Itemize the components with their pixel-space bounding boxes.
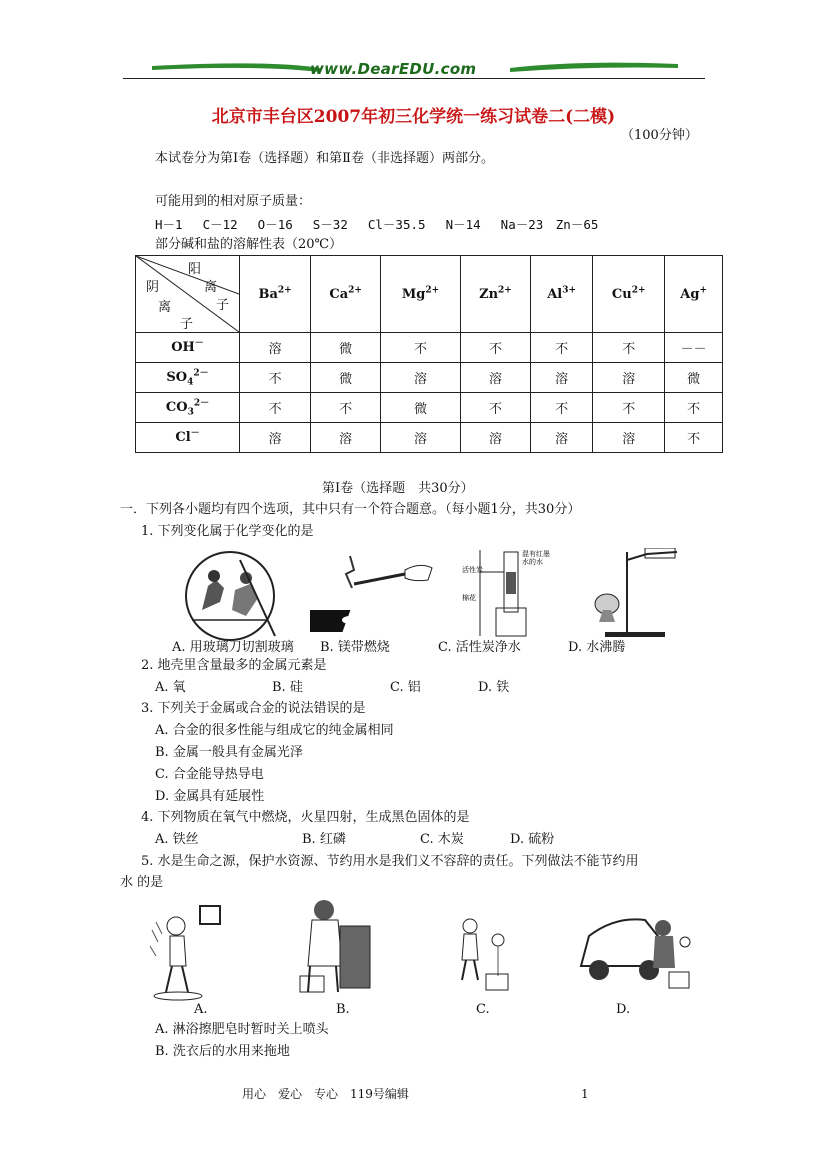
table-cell: 溶: [593, 363, 665, 393]
cation-ag: Ag+: [665, 256, 723, 333]
q2-stem: 2. 地壳里含量最多的金属元素是: [141, 658, 327, 673]
section1-heading: 第Ⅰ卷（选择题 共30分）: [322, 481, 474, 496]
table-cell: 不: [665, 423, 723, 453]
q5-option-a[interactable]: A. 淋浴擦肥皂时暂时关上喷头: [155, 1022, 329, 1037]
q3-option-a[interactable]: A. 合金的很多性能与组成它的纯金属相同: [155, 723, 394, 738]
table-cell: 溶: [593, 423, 665, 453]
corner-cation-2: 离: [204, 280, 218, 295]
q5-pic-a-shower: [148, 900, 233, 1002]
q1-pic-d-boiling-water: [585, 548, 685, 640]
intro-text: 本试卷分为第Ⅰ卷（选择题）和第Ⅱ卷（非选择题）两部分。: [155, 151, 494, 166]
q5-pic-c-tap: [440, 912, 510, 996]
q1-pic-c-carbon-filter: [460, 548, 560, 640]
table-cell: 不: [460, 393, 530, 423]
q1-caption-c: C. 活性炭净水: [438, 640, 521, 655]
cation-ca: $Ca^{2+}$: [311, 256, 381, 333]
table-cell: 不: [531, 393, 593, 423]
cation-mg: $Mg^{2+}$: [381, 256, 461, 333]
table-cell: 溶: [240, 423, 311, 453]
table-cell: 溶: [531, 363, 593, 393]
table-cell: 不: [381, 333, 461, 363]
q1-caption-b: B. 镁带燃烧: [320, 640, 390, 655]
q5-pic-b-laundry: [290, 896, 375, 1002]
q4-option-d[interactable]: D. 硫粉: [510, 832, 555, 847]
q2-option-b[interactable]: B. 硅: [272, 680, 303, 695]
table-cell: 不: [240, 393, 311, 423]
q4-option-b[interactable]: B. 红磷: [302, 832, 346, 847]
table-cell: 微: [311, 363, 381, 393]
q4-option-a[interactable]: A. 铁丝: [155, 832, 199, 847]
q1-stem: 1. 下列变化属于化学变化的是: [141, 524, 314, 539]
q4-stem: 4. 下列物质在氧气中燃烧，火星四射，生成黑色固体的是: [141, 810, 470, 825]
duration: （100分钟）: [621, 128, 698, 143]
q5-option-b[interactable]: B. 洗衣后的水用来拖地: [155, 1044, 290, 1059]
atomic-mass-label: 可能用到的相对原子质量：: [155, 194, 312, 209]
anion-co3: $CO_3^{2-}$: [136, 393, 240, 423]
header-rule: [123, 78, 705, 79]
q4-option-c[interactable]: C. 木炭: [420, 832, 464, 847]
table-cell: －－: [665, 333, 723, 363]
table-cell: 溶: [460, 363, 530, 393]
table-cell: 不: [531, 333, 593, 363]
table-cell: 不: [593, 393, 665, 423]
table-cell: 溶: [381, 363, 461, 393]
q3-option-d[interactable]: D. 金属具有延展性: [155, 789, 265, 804]
cation-ba: $Ba^{2+}$: [240, 256, 311, 333]
atomic-mass-values: H－1 C－12 O－16 S－32 Cl－35.5 N－14 Na－23 Zn－65: [155, 217, 599, 232]
site-logo[interactable]: www.DearEDU.com: [310, 60, 477, 78]
corner-anion-1: 阴: [146, 280, 160, 295]
q5-pic-label-c: C.: [476, 1002, 490, 1017]
q5-stem-line1: 5. 水是生命之源，保护水资源、节约用水是我们义不容辞的责任。下列做法不能节约用: [141, 854, 639, 869]
q5-pic-label-b: B.: [336, 1002, 350, 1017]
corner-cation-1: 阳: [188, 262, 202, 277]
q5-pic-label-a: A.: [194, 1002, 208, 1017]
table-row-oh: [136, 333, 723, 363]
q1-caption-a: A. 用玻璃刀切割玻璃: [172, 640, 294, 655]
q5-pic-label-d: D.: [616, 1002, 631, 1017]
corner-cation-3: 子: [216, 298, 230, 313]
corner-anion-3: 子: [180, 317, 194, 332]
table-cell: 不: [311, 393, 381, 423]
table-row-so4: [136, 363, 723, 393]
q3-stem: 3. 下列关于金属或合金的说法错误的是: [141, 701, 366, 716]
q2-option-d[interactable]: D. 铁: [478, 680, 510, 695]
q1-label-ink-2: 水的水: [522, 558, 543, 566]
page-title: 北京市丰台区2007年初三化学统一练习试卷二(二模): [211, 107, 616, 127]
q2-option-a[interactable]: A. 氧: [155, 680, 186, 695]
q3-option-b[interactable]: B. 金属一般具有金属光泽: [155, 745, 303, 760]
table-cell: 溶: [531, 423, 593, 453]
q3-option-c[interactable]: C. 合金能导热导电: [155, 767, 264, 782]
cation-zn: $Zn^{2+}$: [460, 256, 530, 333]
q2-option-c[interactable]: C. 铝: [390, 680, 421, 695]
q5-stem-line2: 水 的是: [120, 875, 164, 890]
solubility-table: [135, 255, 723, 453]
table-cell: 不: [460, 333, 530, 363]
table-cell: 溶: [240, 333, 311, 363]
page-number: 1: [581, 1087, 589, 1101]
q1-label-cotton: 棉花: [462, 594, 476, 602]
table-caption: 部分碱和盐的溶解性表（20℃）: [155, 237, 343, 252]
q1-pic-a-glass-cutting: [180, 550, 280, 642]
q1-label-carbon: 活性炭: [462, 566, 483, 574]
anion-oh: OH－: [136, 333, 240, 363]
table-cell: 微: [381, 393, 461, 423]
footer-text: 用心 爱心 专心 119号编辑: [242, 1087, 409, 1101]
table-cell: 溶: [311, 423, 381, 453]
anion-cl: Cl－: [136, 423, 240, 453]
section1-instruction: 一．下列各小题均有四个选项，其中只有一个符合题意。（每小题1分，共30分）: [120, 502, 581, 517]
table-cell: 溶: [460, 423, 530, 453]
anion-so4: $SO_4^{2-}$: [136, 363, 240, 393]
table-corner-cell: [136, 256, 240, 333]
cation-al: $Al^{3+}$: [531, 256, 593, 333]
table-cell: 不: [240, 363, 311, 393]
q1-label-ink-1: 混有红墨: [522, 550, 550, 558]
q1-pic-b-magnesium-burning: [310, 548, 435, 640]
q5-pic-d-car-wash: [575, 906, 695, 1000]
table-header-row: [136, 256, 723, 333]
table-row-co3: [136, 393, 723, 423]
table-cell: 溶: [381, 423, 461, 453]
table-cell: 微: [311, 333, 381, 363]
corner-anion-2: 离: [158, 300, 172, 315]
table-cell: 微: [665, 363, 723, 393]
table-row-cl: [136, 423, 723, 453]
q1-caption-d: D. 水沸腾: [568, 640, 626, 655]
table-cell: 不: [665, 393, 723, 423]
cation-cu: $Cu^{2+}$: [593, 256, 665, 333]
table-cell: 不: [593, 333, 665, 363]
